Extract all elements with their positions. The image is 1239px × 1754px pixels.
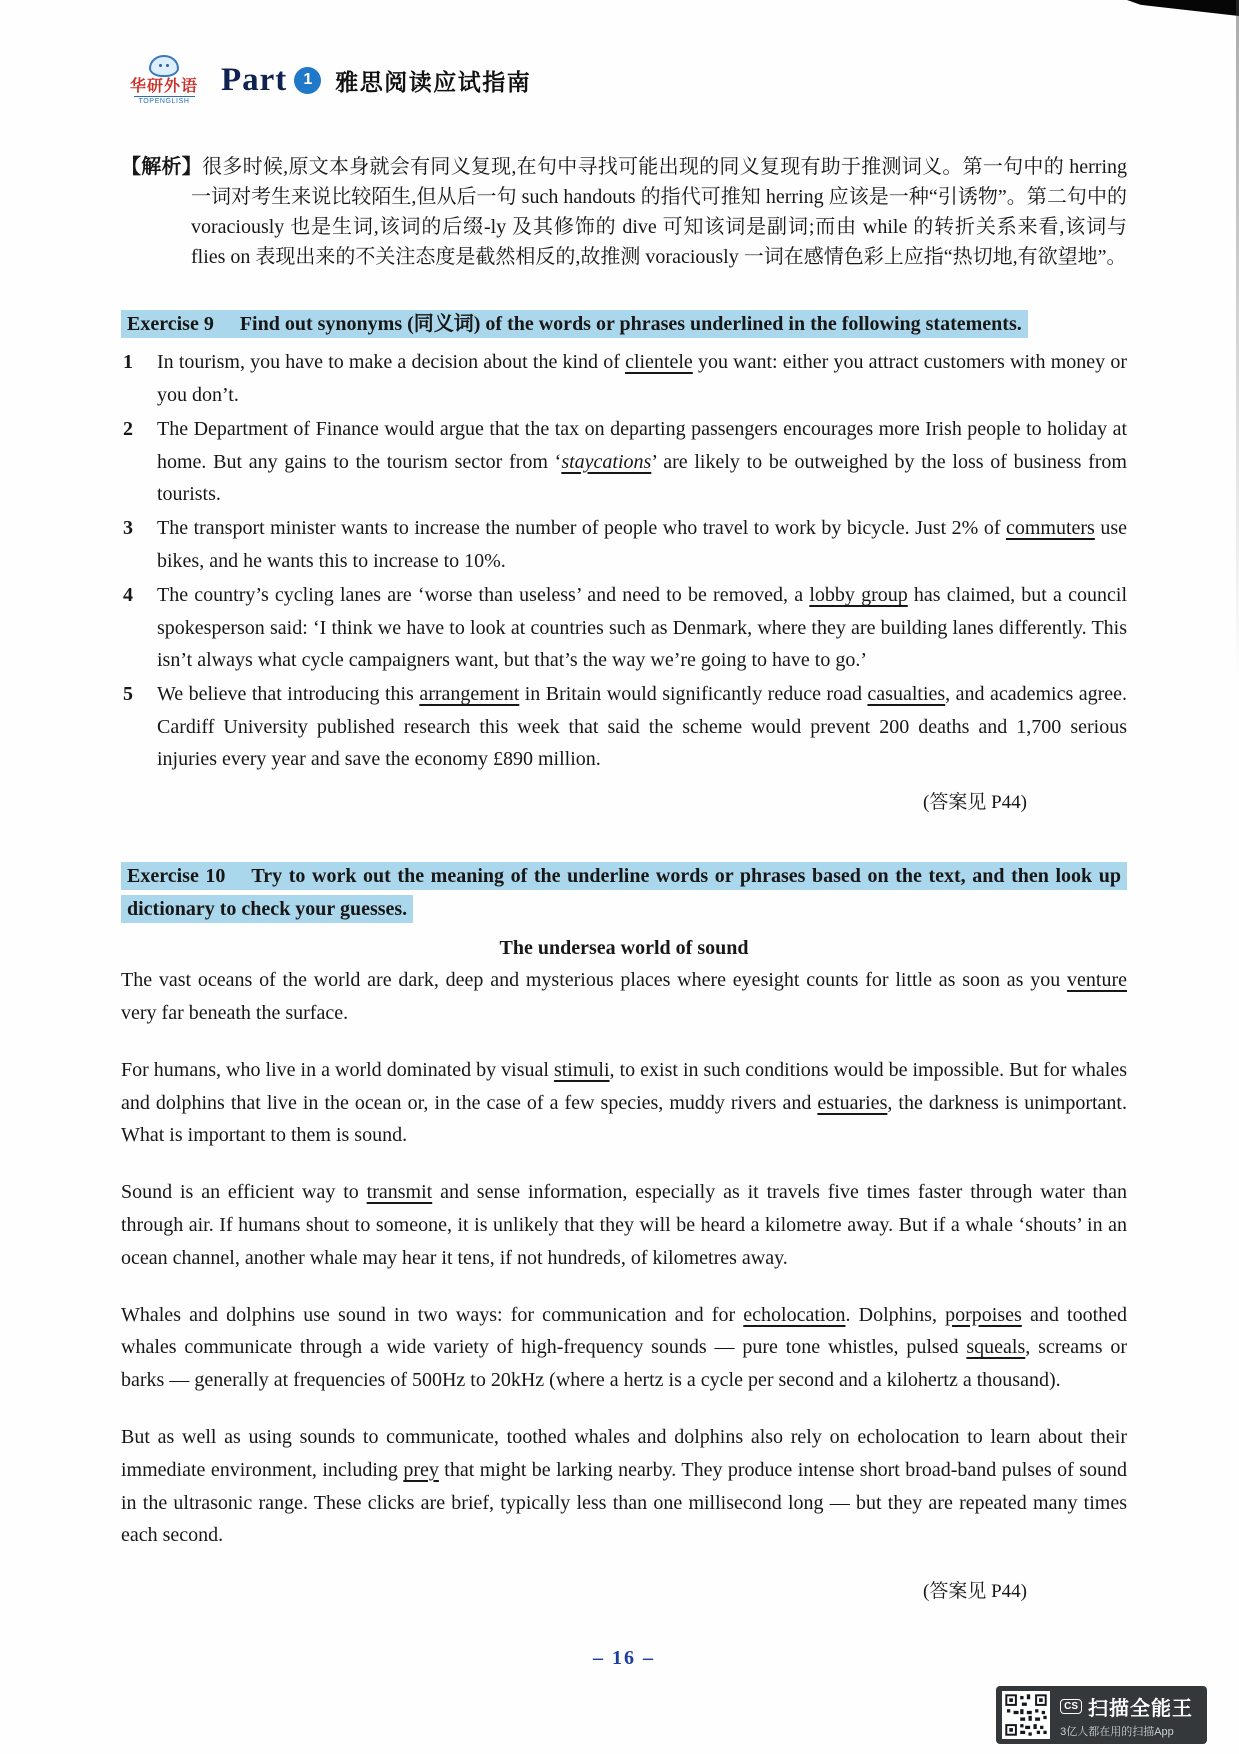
exercise-10-label: Exercise 10 (127, 865, 226, 888)
item-number: 2 (123, 418, 133, 441)
exercise-9-item (121, 413, 1127, 510)
part-number-icon (294, 67, 321, 94)
mascot-icon (149, 55, 179, 77)
item-number: 1 (123, 351, 133, 374)
item-text: The Department of Finance would argue that the tax on departing passengers encourages more Irish people to holiday at home. But any gains to the tourism sector from ‘staycations’ are likely to be outweighed by the loss of business from tourists. (157, 418, 1127, 505)
passage-title: The undersea world of sound (499, 937, 749, 960)
exercise-9-label: Exercise 9 (127, 313, 214, 335)
analysis-text: 很多时候,原文本身就会有同义复现,在句中寻找可能出现的同义复现有助于推测词义。第一句中的 herring 一词对考生来说比较陌生,但从后一句 such handouts 的指代可推知 herring 应该是一种“引诱物”。第二句中的 voraciously 也是生词,该词的后缀-ly 及其修饰的 dive 可知该词是副词;而由 while 的转折关系来看,该词与 flies on 表现出来的不关注态度是截然相反的,故推测 voraciously 一词在感情色彩上应指“热切地,有欲望地”。 (191, 156, 1128, 268)
item-text: The country’s cycling lanes are ‘worse than useless’ and need to be removed, a lobby group has claimed, but a council spokesperson said: ‘I think we have to look at countries such as Denmark, where they are building lanes differently. This isn’t always what cycle campaigners want, but that’s the way we’re going to have to go.’ (157, 584, 1127, 671)
exercise-9-item (121, 512, 1127, 577)
page-number: – 16 – (593, 1647, 655, 1670)
page-title: 雅思阅读应试指南 (335, 69, 532, 95)
passage-paragraph: The vast oceans of the world are dark, deep and mysterious places where eyesight counts for little as soon as you venture very far beneath the surface. (121, 969, 1127, 1025)
item-text: The transport minister wants to increase the number of people who travel to work by bicycle. Just 2% of commuters use bikes, and he wants this to increase to 10%. (157, 517, 1127, 572)
camscanner-logo-icon: CS (1060, 1699, 1082, 1714)
exercise-10-heading (121, 860, 1127, 925)
passage-paragraph: Sound is an efficient way to transmit and sense information, especially as it travels five times faster through water than through air. If humans shout to someone, it is unlikely that they will be heard a kilometre away. But if a whale ‘shouts’ in an ocean channel, another whale may hear it tens, if not hundreds, of kilometres away. (121, 1181, 1127, 1269)
exercise-9-instruction: Find out synonyms (同义词) of the words or phrases underlined in the following statements. (239, 313, 1022, 335)
part-number: 1 (303, 71, 313, 88)
publisher-logo (121, 55, 207, 105)
publisher-subname: TOPENGLISH (134, 96, 195, 105)
exercise-9-item (121, 579, 1127, 676)
passage-paragraph: But as well as using sounds to communicate, toothed whales and dolphins also rely on echolocation to learn about their immediate environment, including prey that might be larking nearby. They produce intense short broad-band pulses of sound in the ultrasonic range. These clicks are brief, typically less than one millisecond long — but they are repeated many times each second. (121, 1426, 1128, 1547)
item-number: 3 (123, 517, 133, 540)
watermark-tagline: 3亿人都在用的扫描App (1060, 1725, 1174, 1738)
watermark-app-name: 扫描全能王 (1088, 1697, 1193, 1720)
publisher-name: 华研外语 (129, 77, 198, 95)
qr-code-icon (1002, 1691, 1050, 1739)
camscanner-watermark (996, 1686, 1207, 1744)
item-number: 4 (123, 584, 133, 607)
page-content (121, 152, 1127, 1670)
exercise-9-item (121, 346, 1127, 411)
scan-corner-artifact (1127, 0, 1239, 16)
passage-paragraph: For humans, who live in a world dominated by visual stimuli, to exist in such conditions would be impossible. But for whales and dolphins that live in the ocean or, in the case of a few species, muddy rivers and estuaries, the darkness is unimportant. What is important to them is sound. (121, 1058, 1127, 1147)
exercise-10-instruction: Try to work out the meaning of the underline words or phrases based on the text, and then look up dictionary to check your guesses. (127, 865, 1121, 920)
exercise-9-heading (121, 308, 1127, 340)
item-number: 5 (123, 683, 133, 706)
answer-reference: (答案见 P44) (923, 792, 1027, 814)
part-word: Part (221, 61, 288, 98)
item-text: In tourism, you have to make a decision about the kind of clientele you want: either you attract customers with money or you don’t. (157, 351, 1127, 406)
exercise-9-item (121, 678, 1127, 775)
analysis-label: 【解析】 (121, 156, 203, 178)
exercise-9-items (121, 346, 1127, 775)
part-badge (221, 62, 321, 99)
analysis-paragraph (121, 152, 1127, 272)
item-text: We believe that introducing this arrangement in Britain would significantly reduce road casualties, and academics agree. Cardiff University published research this week that said the scheme would prevent 200 deaths and 1,700 serious injuries every year and save the economy £890 million. (157, 683, 1128, 771)
answer-reference: (答案见 P44) (923, 1581, 1027, 1603)
watermark-text (1060, 1692, 1193, 1739)
page-header (121, 50, 1239, 110)
passage-paragraph: Whales and dolphins use sound in two ways: for communication and for echolocation. Dolphins, porpoises and toothed whales communicate through a wide variety of high-frequency sounds — pure tone whistles, pulsed squeals, screams or barks — generally at frequencies of 500Hz to 20kHz (where a hertz is a cycle per second and a kilohertz a thousand). (121, 1303, 1128, 1392)
